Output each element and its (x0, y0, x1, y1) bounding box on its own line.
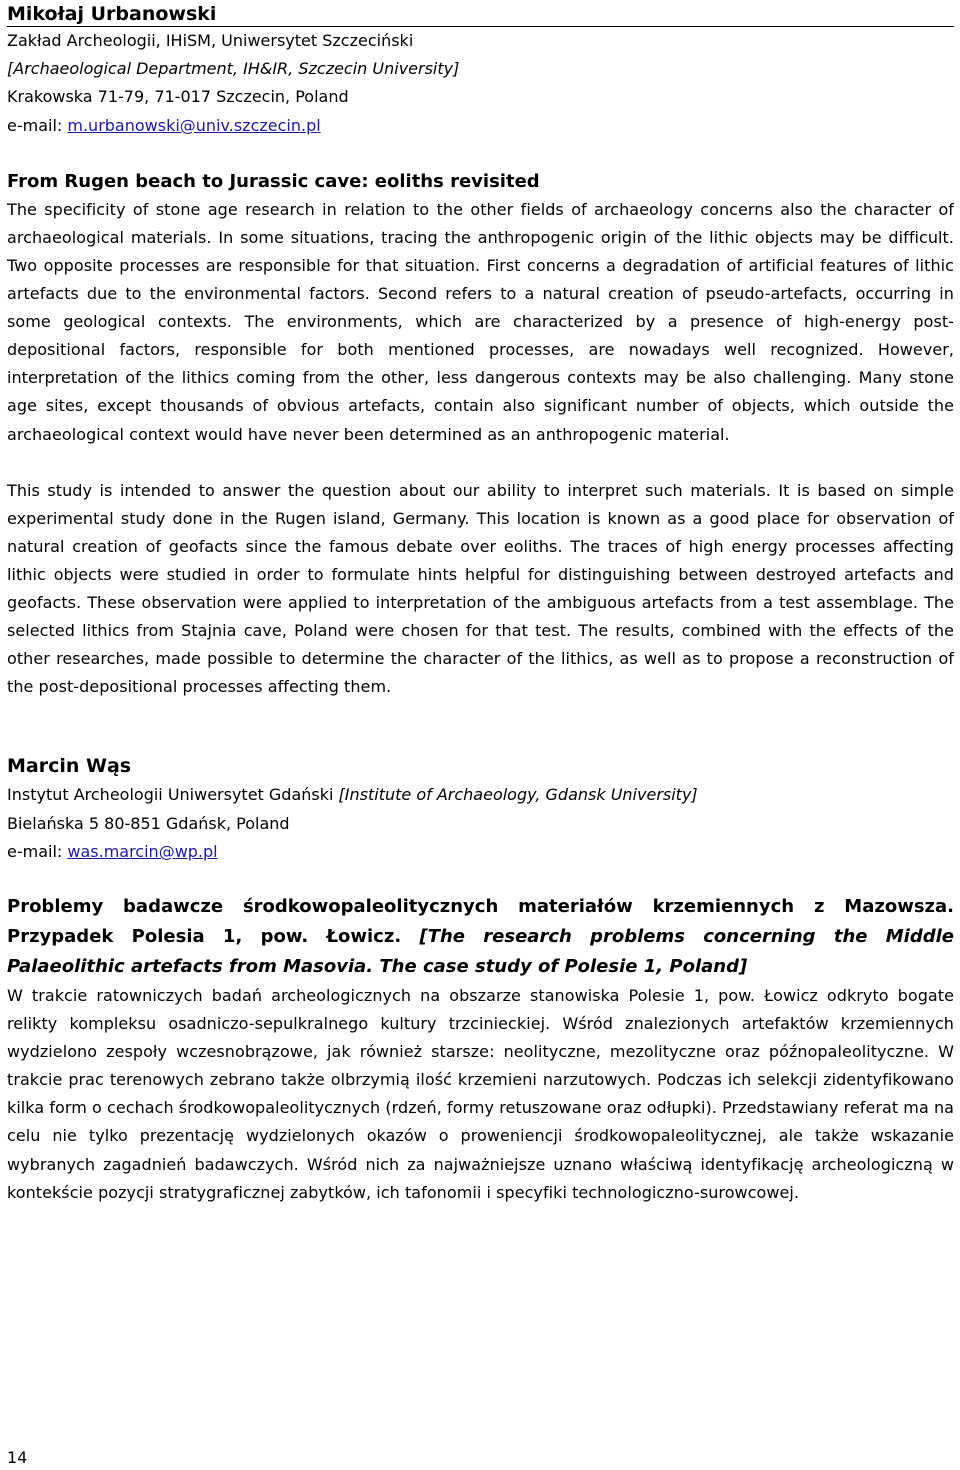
address: Krakowska 71-79, 71-017 Szczecin, Poland (7, 87, 349, 107)
author-info (7, 27, 954, 140)
page-number: 14 (7, 1448, 28, 1467)
affiliation: Zakład Archeologii, IHiSM, Uniwersytet Szczeciński (7, 31, 414, 50)
email-link[interactable]: m.urbanowski@univ.szczecin.pl (67, 115, 321, 135)
email-label: e-mail: (7, 841, 68, 861)
author-info (7, 781, 954, 866)
document-page (7, 0, 954, 1207)
author-name: Mikołaj Urbanowski (7, 0, 954, 27)
address: Bielańska 5 80-851 Gdańsk, Poland (7, 813, 290, 833)
abstract-paragraph: The specificity of stone age research in relation to the other fields of archaeology concerns also the character of archaeological materials. In some situations, tracing the anthropogenic origin of the lithic objects may be difficult. Two opposite processes are responsible for that situation. First concerns a degradation of artificial features of lithic artefacts due to the environmental factors. Second refers to a natural creation of pseudo-artefacts, occurring in some geological contexts. The environments, which are characterized by a presence of high-energy post-depositional factors, responsible for both mentioned processes, are nowadays well recognized. However, interpretation of the lithics coming from the other, less dangerous contexts may be also challenging. Many stone age sites, except thousands of obvious artefacts, contain also significant number of objects, which outside the archaeological context would have never been determined as an anthropogenic material. (7, 199, 954, 444)
paper-title: From Rugen beach to Jurassic cave: eoliths revisited (7, 170, 540, 192)
abstract-paragraph: W trakcie ratowniczych badań archeologicznych na obszarze stanowiska Polesie 1, pow. Łowicz odkryto bogate relikty kompleksu osadniczo-sepulkralnego kultury trzcinieckiej. Wśród znalezionych artefaktów krzemiennych wydzielono zespoły wczesnobrązowe, jak również starsze: neolityczne, mezolityczne oraz późnopaleolityczne. W trakcie prac terenowych zebrano także olbrzymią ilość krzemieni narzutowych. Podczas ich selekcji zidentyfikowano kilka form o cechach środkowopaleolitycznych (rdzeń, formy retuszowane oraz odłupki). Przedstawiany referat ma na celu nie tylko prezentację wydzielonych okazów o proweniencji środkowopaleolitycznej, ale także wskazanie wybranych zagadnień badawczych. Wśród nich za najważniejsze uznano właściwą identyfikację archeologiczną w kontekście pozycji stratygraficznej zabytków, ich tafonomii i specyfiki technologiczno-surowcowej. (7, 986, 954, 1202)
author-name: Marcin Wąs (7, 755, 132, 778)
email-label: e-mail: (7, 115, 68, 135)
paper-title-english: [The research problems concerning the Middle Palaeolithic artefacts from Masovia. The case study of Polesie 1, Poland] (7, 926, 954, 978)
email-link[interactable]: was.marcin@wp.pl (67, 841, 218, 861)
paper-title (7, 892, 954, 982)
email-line (7, 838, 954, 866)
affiliation-english: [Institute of Archaeology, Gdansk University] (338, 785, 698, 805)
paper-title-polish: Problemy badawcze środkowopaleolitycznych materiałów krzemiennych z Mazowsza. Przypadek Polesia 1, pow. Łowicz. (7, 896, 954, 948)
abstract-paragraph: This study is intended to answer the question about our ability to interpret such materials. It is based on simple experimental study done in the Rugen island, Germany. This location is known as a good place for observation of natural creation of geofacts since the famous debate over eoliths. The traces of high energy processes affecting lithic objects were studied in order to formulate hints helpful for distinguishing between destroyed artefacts and geofacts. These observation were applied to interpretation of the ambiguous artefacts from a test assemblage. The selected lithics from Stajnia cave, Poland were chosen for that test. The results, combined with the effects of the other researches, made possible to determine the character of the lithics, as well as to propose a reconstruction of the post-depositional processes affecting them. (7, 480, 954, 697)
affiliation-english: [Archaeological Department, IH&IR, Szczecin University] (7, 59, 460, 79)
affiliation-line (7, 781, 954, 809)
affiliation: Instytut Archeologii Uniwersytet Gdański (7, 785, 339, 805)
email-line (7, 112, 954, 140)
